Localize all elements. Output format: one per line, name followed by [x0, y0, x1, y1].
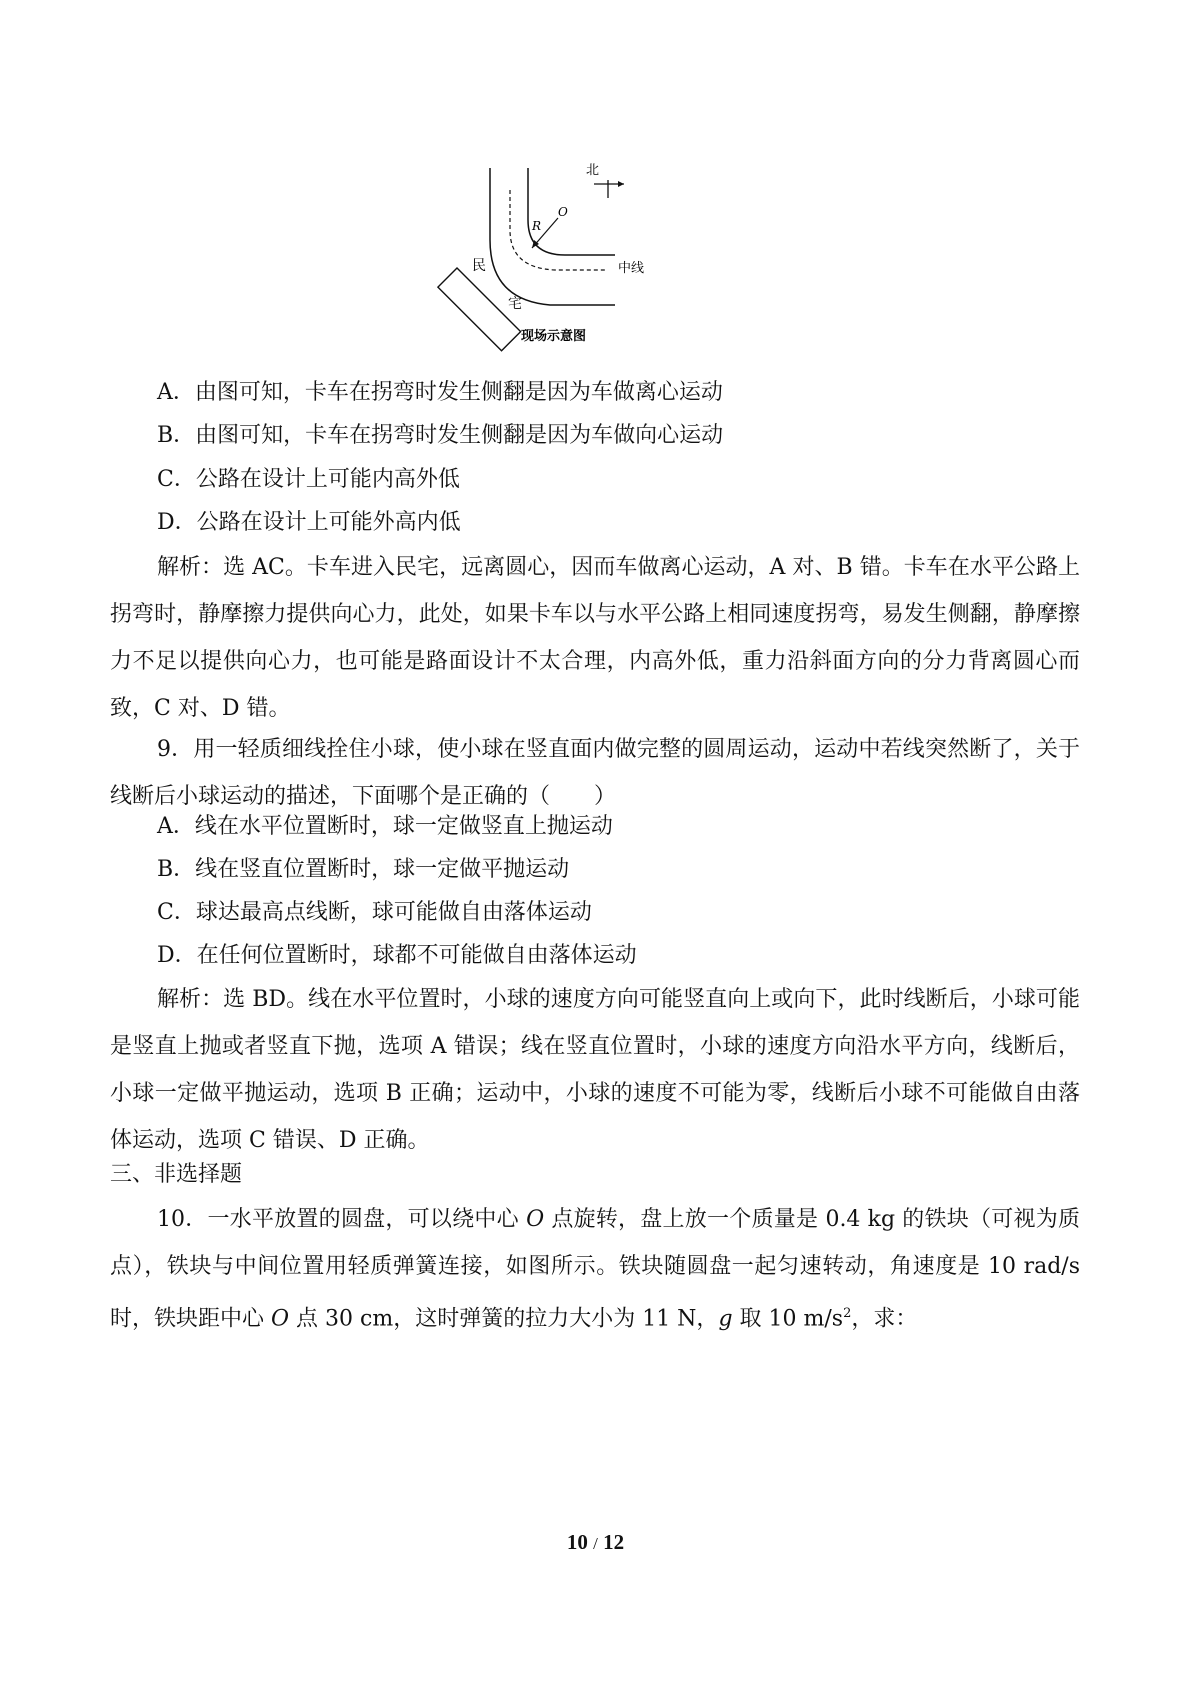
total-pages: 12 [603, 1530, 625, 1554]
house-char-2: 宅 [508, 296, 522, 312]
q10-text-3: 点 30 cm，这时弹簧的拉力大小为 11 N， [289, 1306, 719, 1332]
q10-var-o-2: O [271, 1306, 290, 1332]
q10-text-2: 点旋转，盘上放一个质量是 0.4 kg 的铁块（可视为质点），铁块与中间位置用轻质弹簧连接，如图所示。铁块随圆盘一起匀速转动，角速度是 10 rad/s 时，铁块距中心 [110, 1207, 1080, 1332]
north-label: 北 [586, 163, 600, 178]
q9-option-a: A．线在水平位置断时，球一定做竖直上抛运动 [157, 814, 613, 839]
q10-var-o: O [526, 1207, 545, 1232]
radius-label: R [532, 219, 542, 233]
road-turn-figure [472, 160, 700, 375]
center-label: O [558, 205, 568, 219]
q10-text-1: 10．一水平放置的圆盘，可以绕中心 [157, 1207, 527, 1232]
q9-option-c: C．球达最高点线断，球可能做自由落体运动 [157, 900, 592, 925]
q9-option-b: B．线在竖直位置断时，球一定做平抛运动 [157, 857, 570, 882]
section-heading: 三、非选择题 [110, 1162, 243, 1187]
q10-stem [110, 1196, 1080, 1342]
q9-stem: 9．用一轻质细线拴住小球，使小球在竖直面内做完整的圆周运动，运动中若线突然断了，关于线断后小球运动的描述，下面哪个是正确的（ ） [110, 737, 1080, 809]
figure-caption: 现场示意图 [521, 329, 587, 344]
road-turn-diagram [472, 160, 700, 375]
road-outer-edge [490, 168, 615, 305]
q10-text-4: 取 10 m/s [732, 1306, 844, 1332]
road-centerline [510, 190, 605, 270]
q8-analysis: 解析：选 AC。卡车进入民宅，远离圆心，因而车做离心运动，A 对、B 错。卡车在水平公路上拐弯时，静摩擦力提供向心力，此处，如果卡车以与水平公路上相同速度拐弯，易发生侧翻，静摩擦力不足以提供向心力，也可能是路面设计不太合理，内高外低，重力沿斜面方向的分力背离圆心而致，C 对、D 错。 [110, 555, 1080, 721]
road-inner-edge [528, 168, 615, 255]
q10-text-5: ，求： [851, 1306, 918, 1332]
house-char-1: 民 [472, 258, 486, 274]
q8-option-c: C．公路在设计上可能内高外低 [157, 467, 460, 492]
q10-var-g: g [718, 1306, 733, 1332]
current-page: 10 [566, 1530, 588, 1554]
q10-superscript: 2 [843, 1306, 852, 1321]
q8-option-b: B．由图可知，卡车在拐弯时发生侧翻是因为车做向心运动 [157, 423, 724, 448]
q8-option-a: A．由图可知，卡车在拐弯时发生侧翻是因为车做离心运动 [157, 380, 723, 405]
centerline-label: 中线 [618, 261, 645, 276]
q9-analysis: 解析：选 BD。线在水平位置时，小球的速度方向可能竖直向上或向下，此时线断后，小球可能是竖直上抛或者竖直下抛，选项 A 错误；线在竖直位置时，小球的速度方向沿水平方向，线断后，小球一定做平抛运动，选项 B 正确；运动中，小球的速度不可能为零，线断后小球不可能做自由落体运动，选项 C 错误、D 正确。 [110, 987, 1080, 1153]
page-separator: / [593, 1534, 598, 1553]
q9-option-d: D．在任何位置断时，球都不可能做自由落体运动 [157, 943, 637, 968]
q8-option-d: D．公路在设计上可能外高内低 [157, 510, 461, 535]
page-number [0, 1530, 1191, 1555]
compass-arrow-icon [618, 181, 624, 187]
